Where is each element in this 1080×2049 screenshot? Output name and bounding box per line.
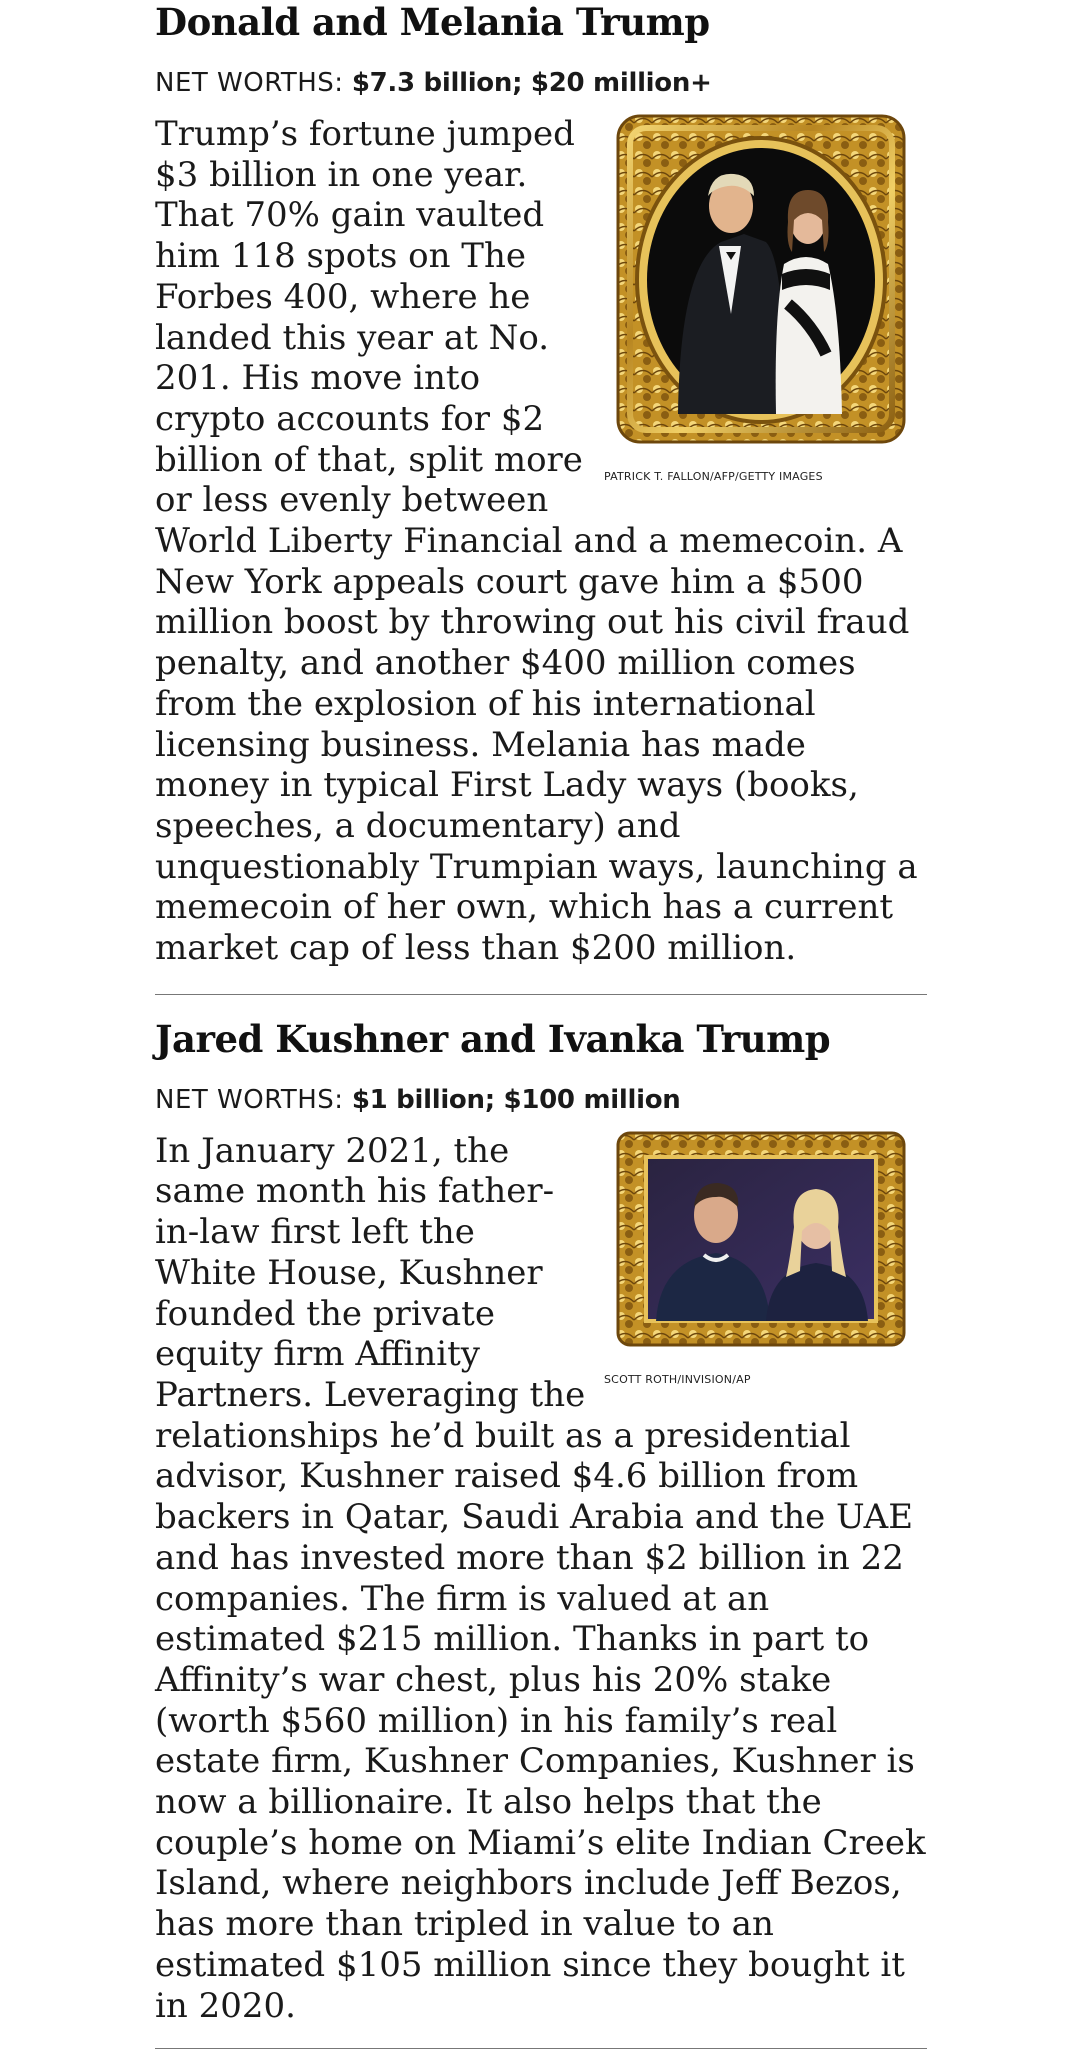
article xyxy=(155,0,928,2049)
net-worth-label: NET WORTHS: xyxy=(155,68,344,98)
profile-donald-melania xyxy=(155,0,928,969)
net-worth-line xyxy=(155,1083,928,1117)
photo-credit: SCOTT ROTH/INVISION/AP xyxy=(604,1372,751,1386)
photo-figure xyxy=(604,1131,928,1387)
profile-body: In January 2021, the same month his father-in-law first left the White House, Kushner founded the private equity firm Affinity Partners. Leveraging the relationships he’d built as a presidential advisor, Kushner raised $4.6 billion from backers in Qatar, Saudi Arabia and the UAE and has invested more than $2 billion in 22 companies. The firm is valued at an estimated $215 million. Thanks in part to Affinity’s war chest, plus his 20% stake (worth $560 million) in his family’s real estate firm, Kushner Companies, Kushner is now a billionaire. It also helps that the couple’s home on Miami’s elite Indian Creek Island, where neighbors include Jeff Bezos, has more than tripled in value to an estimated $105 million since they bought it in 2020. xyxy=(155,1130,926,2026)
photo-credit: PATRICK T. FALLON/AFP/GETTY IMAGES xyxy=(604,470,823,483)
net-worth-label: NET WORTHS: xyxy=(155,1084,344,1115)
profile-body: Trump’s fortune jumped $3 billion in one year. That 70% gain vaulted him 118 spots on The Forbes 400, where he landed this year at No. 201. His move into crypto accounts for $2 billion of that, split more or less evenly between World Liberty Financial and a memecoin. A New York appeals court gave him a $500 million boost by throwing out his civil fraud penalty, and another $400 million comes from the explosion of his international licensing business. Melania has made money in typical First Lady ways (books, speeches, a documentary) and unquestionably Trumpian ways, launching a memecoin of her own, which has a current market cap of less than $200 million. xyxy=(155,114,918,969)
profile-jared-ivanka xyxy=(155,995,928,2026)
profile-name: Donald and Melania Trump xyxy=(155,0,710,44)
photo-figure xyxy=(604,114,928,484)
net-worth-line xyxy=(155,66,928,100)
net-worth-values: $7.3 billion; $20 million+ xyxy=(351,68,712,98)
photo-kushner-ivanka xyxy=(616,1131,906,1347)
profile-name: Jared Kushner and Ivanka Trump xyxy=(155,1016,831,1061)
net-worth-values: $1 billion; $100 million xyxy=(351,1084,681,1115)
photo-trump-melania xyxy=(616,114,906,444)
